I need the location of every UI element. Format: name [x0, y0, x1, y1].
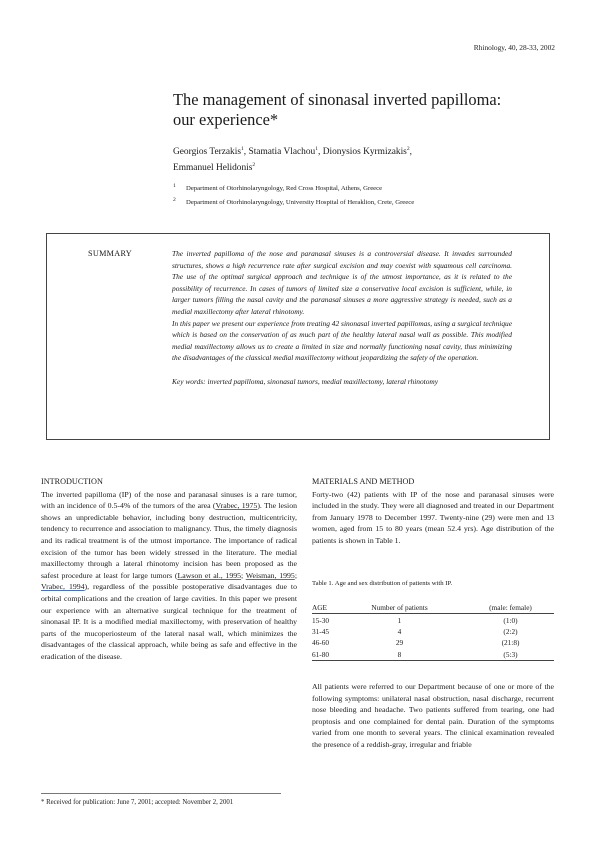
summary-paragraph-1: The inverted papilloma of the nose and paranasal sinuses is a controversial disease. It invades surrounded structures, shows a high recurrence rate after surgical excision and may coexist with squamous cell carcinoma. The use of the optimal surgical approach and technique is of the utmost importance, as it is related to the possibility of recurrence. In cases of tumors of limited size a conservative local excision is sufficient, while, in larger tumors filling the nasal cavity and the paranasal sinuses a more aggressive strategy is needed, such as a medial maxillectomy after lateral rhinotomy.	[172, 249, 512, 316]
methods-paragraph: Forty-two (42) patients with IP of the nose and paranasal sinuses were included in the study. They were all diagnosed and treated in our Department from January 1978 to December 1997. Twenty-nine (29) were men and 13 women, aged from 15 to 80 years (mean 52.4 yrs). Age distribution of the patients is shown in Table 1.	[312, 489, 554, 545]
author-separator: ,	[409, 147, 412, 158]
table-cell: 8	[397, 649, 402, 659]
table-header-row	[312, 602, 554, 614]
article-title	[173, 90, 568, 130]
table-row	[312, 649, 554, 661]
table-cell: (5:3)	[503, 649, 518, 659]
methods-section	[312, 476, 554, 547]
text-run: ), regardless of the possible postoperative disadvantages due to orbital complications and the creation of large cavities. In this paper we present our experience with an alternative surgical technique for the treatment of sinonasal IP. It is a modified medial maxillectomy, with preservation of healthy parts of the mucoperiosteum of the lateral nasal wall, which minimizes the disadvantages of the classical approach, while being as safe and effective in the eradication of the disease.	[41, 582, 298, 661]
affiliation-number: 1	[173, 183, 176, 189]
citation-link[interactable]: Vrabec, 1994	[41, 582, 85, 592]
text-run: ). The lesion shows an unpredictable behavior, including bony destruction, multicentricity, tendency to recurrence and association to malignancy. Thus, the timely diagnosis and its radical treatment is of the utmost importance. The importance of radical excision of the tumor has been widely stressed in the literature. The medial maxillectomy through a lateral rhinotomy incision has been proposed as the safest procedure at least for large tumors (	[41, 501, 297, 580]
summary-text	[172, 248, 512, 388]
affiliation-2	[173, 198, 414, 207]
table-cell: 15-30	[312, 615, 330, 625]
table-row	[312, 637, 554, 648]
title-line-2: our experience*	[173, 110, 279, 129]
table-cell: 1	[397, 615, 402, 625]
footnote-divider	[41, 793, 281, 794]
table-cell: (2:2)	[503, 626, 518, 636]
introduction-paragraph	[41, 489, 297, 663]
table-row	[312, 614, 554, 626]
author-name: Georgios Terzakis	[173, 147, 241, 158]
affiliation-text: Department of Otorhinolaryngology, Red Cross Hospital, Athens, Greece	[186, 185, 383, 192]
table-caption: Table 1. Age and sex distribution of patients with IP.	[312, 580, 453, 587]
author-name: , Stamatia Vlachou	[243, 147, 316, 158]
age-sex-table	[312, 602, 554, 661]
table-header-cell: Number of patients	[371, 603, 428, 613]
methods-heading: MATERIALS AND METHOD	[312, 477, 415, 486]
table-cell: 4	[397, 626, 402, 636]
table-cell: 61-80	[312, 649, 330, 659]
author-name: Emmanuel Helidonis	[173, 162, 253, 173]
footnote: * Received for publication: June 7, 2001; accepted: November 2, 2001	[41, 799, 234, 806]
title-line-1: The management of sinonasal inverted papilloma:	[173, 90, 502, 109]
introduction-section	[41, 476, 297, 663]
results-paragraph: All patients were referred to our Department because of one or more of the following symptoms: unilateral nasal obstruction, nasal discharge, recurrent nose bleeding and headache. Two patients suffered from tearing, one had proptosis and one complained for dental pain. Duration of the symptoms varied from one month to several years. The clinical examination revealed the presence of a reddish-gray, irregular and friable	[312, 682, 554, 749]
affiliation-mark: 1	[315, 146, 319, 152]
text-run: The inverted papilloma (IP) of the nose and paranasal sinuses is a rare tumor, with an incidence of 0.5-4% of the tumors of the area (	[41, 489, 297, 511]
table-cell: (21:8)	[501, 638, 520, 648]
summary-paragraph-2: In this paper we present our experience from treating 42 sinonasal inverted papillomas, using a surgical technique which is based on the conservation of as much part of the healthy lateral nasal wall as possible. This modified medial maxillectomy allows us to create a limited in size and normally functioning nasal cavity, thus minimizing the disadvantages of the classical medial maxillectomy without jeopardizing the safety of the operation.	[172, 318, 512, 363]
table-cell: 46-60	[312, 638, 330, 648]
summary-label: SUMMARY	[88, 249, 132, 258]
affiliation-mark: 1	[241, 146, 244, 152]
author-name: , Dionysios Kyrmizakis	[318, 147, 407, 158]
affiliation-1	[173, 184, 382, 193]
table-header-cell: AGE	[312, 603, 327, 613]
text-run: ;	[241, 570, 246, 580]
affiliation-mark: 2	[406, 146, 410, 152]
introduction-heading: INTRODUCTION	[41, 477, 103, 486]
keywords: Key words: inverted papilloma, sinonasal tumors, medial maxillectomy, lateral rhinotomy	[172, 376, 439, 386]
table-cell: 29	[395, 638, 404, 648]
journal-reference: Rhinology, 40, 28-33, 2002	[473, 43, 555, 52]
citation-link[interactable]: Weisman, 1995	[245, 570, 295, 580]
table-cell: (1:0)	[503, 615, 518, 625]
citation-link[interactable]: Lawson et al., 1995	[177, 570, 242, 580]
affiliation-text: Department of Otorhinolaryngology, University Hospital of Heraklion, Crete, Greece	[186, 199, 415, 206]
text-run: ;	[294, 570, 297, 580]
affiliation-mark: 2	[252, 161, 256, 168]
table-header-cell: (male: female)	[489, 603, 532, 613]
citation-link[interactable]: Vrabec, 1975	[215, 501, 258, 511]
table-row	[312, 626, 554, 637]
affiliation-number: 2	[173, 197, 176, 203]
author-list	[173, 143, 553, 174]
table-cell: 31-45	[312, 626, 330, 636]
